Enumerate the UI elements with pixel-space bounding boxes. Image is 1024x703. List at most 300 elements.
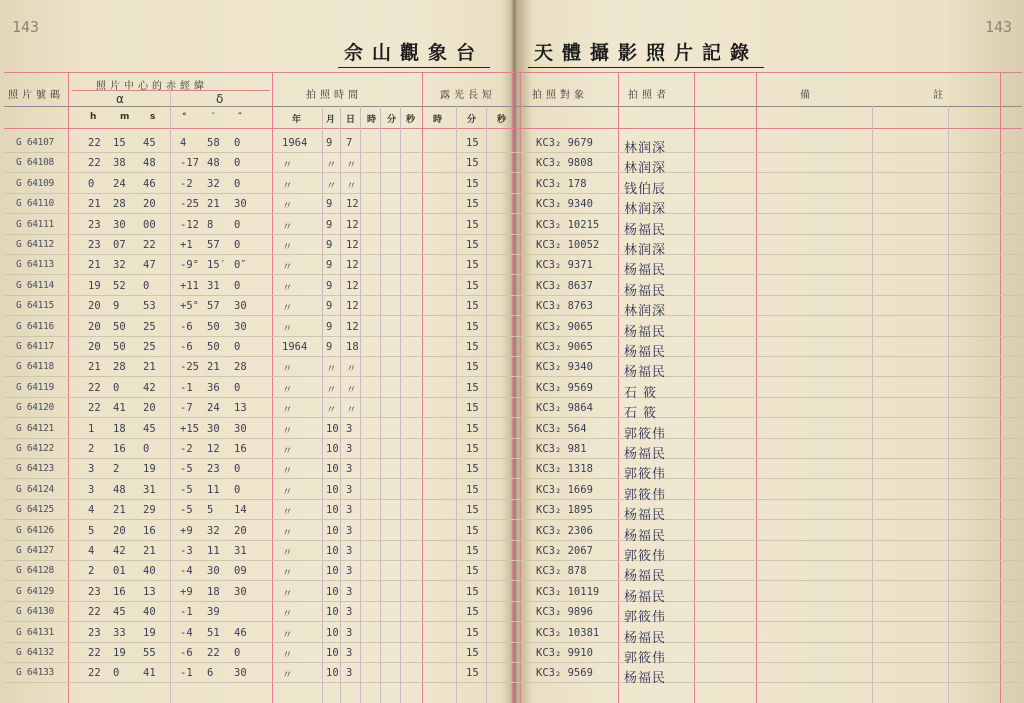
cell-target: KC3₂ 9808	[536, 157, 593, 170]
cell-ds: 46	[234, 626, 247, 639]
cell-dm: 21	[207, 198, 220, 211]
cell-exp: 15	[466, 381, 479, 394]
cell-h: 22	[88, 667, 101, 680]
cell-s: 29	[143, 504, 156, 517]
cell-day: 12	[346, 259, 359, 272]
cell-dm: 31	[207, 279, 220, 292]
cell-ds: 0	[234, 647, 241, 659]
cell-day: 18	[346, 341, 359, 353]
cell-exp: 15	[466, 361, 479, 374]
unit-year: 年	[292, 115, 302, 125]
cell-ds: 0″	[234, 259, 247, 272]
cell-dm: 36	[207, 381, 220, 394]
row-rule	[4, 662, 1022, 663]
cell-d: -6	[180, 341, 193, 353]
cell-dm: 6	[207, 667, 214, 680]
unit-m: m	[120, 112, 130, 122]
cell-id: G 64120	[16, 402, 54, 414]
cell-target: KC3₂ 8763	[536, 300, 593, 313]
unit-s: s	[150, 112, 156, 122]
cell-s: 25	[143, 341, 156, 353]
cell-exp: 15	[466, 585, 479, 598]
cell-ds: 14	[234, 504, 247, 517]
cell-target: KC3₂ 8637	[536, 279, 593, 292]
row-rule	[4, 336, 1022, 337]
cell-s: 45	[143, 137, 156, 149]
cell-s: 22	[143, 239, 156, 251]
unit-second: 秒	[406, 115, 416, 125]
cell-id: G 64122	[16, 443, 54, 454]
left-page-number: 143	[12, 18, 40, 36]
cell-yr: 〃	[282, 567, 293, 580]
cell-observer: 林润深	[624, 141, 667, 156]
cell-h: 20	[88, 320, 101, 333]
cell-day: 12	[346, 320, 359, 333]
row-rule	[4, 417, 1022, 418]
cell-s: 21	[143, 361, 156, 374]
cell-s: 21	[143, 545, 156, 557]
cell-day: 〃	[346, 383, 357, 396]
cell-exp: 15	[466, 341, 479, 353]
header-exposure: 露光長短	[440, 90, 496, 101]
cell-d: -25	[180, 198, 199, 211]
cell-observer: 郭筱伟	[624, 467, 667, 483]
cell-observer: 杨福民	[624, 222, 667, 238]
cell-h: 22	[88, 402, 101, 415]
row-rule	[4, 213, 1022, 214]
cell-observer: 钱伯辰	[624, 181, 667, 197]
cell-ds: 30	[234, 320, 247, 333]
cell-mo: 9	[326, 341, 333, 353]
row-rule	[4, 642, 1022, 643]
column-rule	[694, 72, 695, 703]
cell-h: 21	[88, 198, 101, 211]
cell-h: 20	[88, 341, 101, 353]
cell-s: 13	[143, 585, 156, 598]
cell-target: KC3₂ 9569	[536, 667, 593, 680]
cell-d: -1	[180, 606, 193, 619]
cell-observer: 杨福民	[624, 589, 667, 605]
unit-exp-minute: 分	[467, 115, 477, 125]
cell-exp: 15	[466, 504, 479, 517]
cell-id: G 64115	[16, 300, 54, 312]
cell-ds: 0	[234, 341, 241, 353]
unit-hour: 時	[367, 115, 377, 125]
cell-m: 0	[113, 381, 120, 394]
cell-dm: 8	[207, 218, 214, 231]
cell-m: 52	[113, 279, 126, 292]
cell-h: 0	[88, 177, 95, 190]
cell-day: 〃	[346, 179, 357, 192]
column-subrule	[486, 106, 487, 703]
cell-dm: 5	[207, 504, 214, 517]
cell-dm: 11	[207, 483, 220, 496]
cell-day: 3	[346, 667, 353, 680]
cell-mo: 〃	[326, 383, 337, 396]
cell-observer: 郭筱伟	[624, 549, 667, 564]
cell-exp: 15	[466, 443, 479, 455]
column-rule	[1000, 72, 1001, 703]
cell-id: G 64113	[16, 259, 54, 271]
cell-m: 15	[113, 137, 126, 149]
cell-target: KC3₂ 9371	[536, 259, 593, 272]
cell-ds: 31	[234, 545, 247, 557]
cell-mo: 10	[326, 606, 339, 619]
cell-day: 3	[346, 606, 353, 619]
row-rule	[4, 397, 1022, 398]
cell-id: G 64119	[16, 381, 54, 393]
cell-target: KC3₂ 10119	[536, 585, 600, 598]
cell-h: 23	[88, 585, 101, 598]
column-rule	[512, 72, 513, 703]
row-rule	[4, 580, 1022, 581]
header-plate-id: 照片號碼	[8, 90, 64, 101]
cell-m: 24	[113, 177, 126, 190]
cell-m: 9	[113, 300, 120, 313]
cell-dm: 11	[207, 545, 220, 557]
cell-target: KC3₂ 981	[536, 443, 587, 455]
cell-observer: 杨福民	[624, 324, 667, 340]
title-observatory: 佘山觀象台	[338, 38, 490, 68]
cell-id: G 64109	[16, 177, 54, 189]
cell-h: 5	[88, 524, 95, 537]
cell-exp: 15	[466, 259, 479, 272]
cell-id: G 64110	[16, 198, 54, 210]
cell-dm: 15′	[207, 259, 226, 272]
cell-yr: 〃	[282, 302, 293, 315]
cell-day: 12	[346, 198, 359, 211]
cell-yr: 〃	[282, 159, 293, 172]
cell-observer: 杨福民	[624, 345, 667, 360]
cell-dm: 18	[207, 585, 220, 598]
unit-deg: °	[182, 112, 187, 122]
cell-yr: 〃	[282, 669, 293, 682]
unit-day: 日	[346, 115, 356, 125]
cell-mo: 10	[326, 483, 339, 496]
cell-mo: 10	[326, 647, 339, 659]
cell-mo: 10	[326, 667, 339, 680]
cell-ds: 30	[234, 585, 247, 598]
cell-target: KC3₂ 2067	[536, 545, 593, 557]
cell-h: 22	[88, 137, 101, 149]
cell-target: KC3₂ 1669	[536, 483, 593, 496]
cell-d: -3	[180, 545, 193, 557]
cell-ds: 0	[234, 279, 241, 292]
column-rule	[520, 72, 521, 703]
cell-dm: 57	[207, 239, 220, 251]
cell-mo: 10	[326, 585, 339, 598]
unit-month: 月	[326, 115, 336, 125]
cell-observer: 杨福民	[624, 528, 667, 544]
column-rule	[618, 72, 619, 703]
cell-id: G 64127	[16, 545, 54, 556]
cell-d: +15	[180, 422, 199, 435]
cell-h: 2	[88, 443, 95, 455]
cell-m: 38	[113, 157, 126, 170]
cell-ds: 0	[234, 463, 241, 476]
cell-id: G 64133	[16, 667, 54, 679]
cell-s: 20	[143, 198, 156, 211]
cell-d: -17	[180, 157, 199, 170]
cell-yr: 〃	[282, 220, 293, 233]
cell-s: 42	[143, 381, 156, 394]
cell-id: G 64129	[16, 585, 54, 597]
cell-exp: 15	[466, 463, 479, 476]
cell-yr: 〃	[282, 179, 293, 192]
cell-exp: 15	[466, 320, 479, 333]
cell-s: 41	[143, 667, 156, 680]
cell-mo: 〃	[326, 159, 337, 172]
cell-ds: 20	[234, 524, 247, 537]
cell-ds: 0	[234, 381, 241, 394]
cell-observer: 杨福民	[624, 365, 667, 381]
cell-observer: 郭筱伟	[624, 651, 667, 666]
cell-id: G 64125	[16, 504, 54, 516]
cell-exp: 15	[466, 137, 479, 149]
cell-h: 23	[88, 239, 101, 251]
column-rule	[756, 72, 757, 703]
header-time: 拍照時間	[306, 90, 362, 101]
cell-m: 16	[113, 443, 126, 455]
cell-mo: 10	[326, 524, 339, 537]
right-page-number: 143	[985, 18, 1013, 36]
cell-dm: 24	[207, 402, 220, 415]
cell-day: 〃	[346, 159, 357, 172]
unit-h: h	[90, 112, 97, 122]
cell-exp: 15	[466, 545, 479, 557]
cell-yr: 〃	[282, 281, 293, 294]
cell-m: 42	[113, 545, 126, 557]
cell-ds: 30	[234, 198, 247, 211]
column-subrule	[360, 106, 361, 703]
cell-m: 30	[113, 218, 126, 231]
cell-mo: 9	[326, 300, 333, 313]
row-rule	[4, 540, 1022, 541]
cell-m: 01	[113, 565, 126, 578]
cell-target: KC3₂ 9910	[536, 647, 593, 659]
column-subrule	[322, 106, 323, 703]
cell-mo: 10	[326, 463, 339, 476]
cell-id: G 64108	[16, 157, 54, 169]
cell-mo: 9	[326, 198, 333, 211]
cell-day: 3	[346, 585, 353, 598]
cell-observer: 石 筱	[624, 406, 658, 422]
cell-exp: 15	[466, 279, 479, 292]
unit-arcsec: ″	[238, 112, 243, 122]
cell-id: G 64123	[16, 463, 54, 475]
cell-day: 3	[346, 483, 353, 496]
cell-day: 12	[346, 239, 359, 251]
cell-yr: 〃	[282, 383, 293, 396]
cell-s: 53	[143, 300, 156, 313]
cell-target: KC3₂ 10052	[536, 239, 600, 251]
cell-dm: 50	[207, 320, 220, 333]
cell-observer: 杨福民	[624, 447, 667, 462]
cell-target: KC3₂ 878	[536, 565, 587, 578]
row-rule	[4, 295, 1022, 296]
cell-dm: 50	[207, 341, 220, 353]
cell-exp: 15	[466, 300, 479, 313]
row-rule	[4, 315, 1022, 316]
cell-mo: 10	[326, 504, 339, 517]
cell-id: G 64121	[16, 422, 54, 434]
cell-day: 〃	[346, 363, 357, 376]
cell-id: G 64132	[16, 647, 54, 658]
top-rule	[4, 72, 1022, 73]
cell-m: 33	[113, 626, 126, 639]
cell-mo: 〃	[326, 363, 337, 376]
cell-ds: 30	[234, 667, 247, 680]
cell-id: G 64124	[16, 483, 54, 495]
cell-mo: 〃	[326, 179, 337, 192]
cell-day: 12	[346, 218, 359, 231]
cell-ds: 30	[234, 300, 247, 313]
cell-day: 3	[346, 504, 353, 517]
cell-day: 3	[346, 545, 353, 557]
cell-s: 19	[143, 626, 156, 639]
cell-dm: 12	[207, 443, 220, 455]
cell-d: -25	[180, 361, 199, 374]
cell-id: G 64130	[16, 606, 54, 618]
cell-m: 50	[113, 341, 126, 353]
cell-exp: 15	[466, 647, 479, 659]
row-rule	[4, 438, 1022, 439]
cell-d: -5	[180, 483, 193, 496]
cell-ds: 16	[234, 443, 247, 455]
header-observer: 拍照者	[628, 90, 670, 101]
cell-m: 41	[113, 402, 126, 415]
cell-id: G 64128	[16, 565, 54, 577]
cell-exp: 15	[466, 198, 479, 211]
cell-yr: 〃	[282, 322, 293, 335]
cell-target: KC3₂ 9679	[536, 137, 593, 149]
row-rule	[4, 234, 1022, 235]
cell-day: 3	[346, 647, 353, 659]
cell-observer: 杨福民	[624, 263, 667, 279]
header-remarks: 備 註	[800, 90, 1004, 101]
cell-mo: 10	[326, 565, 339, 578]
cell-d: +1	[180, 239, 193, 251]
cell-m: 16	[113, 585, 126, 598]
cell-m: 28	[113, 198, 126, 211]
cell-id: G 64117	[16, 341, 54, 352]
cell-m: 21	[113, 504, 126, 517]
cell-h: 3	[88, 463, 95, 476]
cell-ds: 0	[234, 483, 241, 496]
cell-h: 4	[88, 545, 95, 557]
cell-h: 23	[88, 626, 101, 639]
cell-s: 00	[143, 218, 156, 231]
cell-dm: 58	[207, 137, 220, 149]
cell-ds: 13	[234, 402, 247, 415]
cell-s: 20	[143, 402, 156, 415]
cell-d: -4	[180, 626, 193, 639]
cell-yr: 1964	[282, 341, 308, 353]
row-rule	[4, 254, 1022, 255]
cell-yr: 〃	[282, 465, 293, 478]
cell-dm: 30	[207, 565, 220, 578]
row-rule	[4, 682, 1022, 683]
units-rule	[4, 128, 1022, 129]
row-rule	[4, 601, 1022, 602]
cell-ds: 0	[234, 137, 241, 149]
unit-exp-hour: 時	[433, 115, 443, 125]
cell-day: 12	[346, 300, 359, 313]
unit-arcmin: ′	[212, 112, 215, 122]
cell-day: 7	[346, 137, 353, 149]
cell-m: 48	[113, 483, 126, 496]
header-target: 拍照對象	[532, 90, 588, 101]
cell-d: -6	[180, 320, 193, 333]
column-subrule	[380, 106, 381, 703]
cell-id: G 64131	[16, 626, 54, 638]
cell-id: G 64107	[16, 137, 54, 148]
cell-mo: 9	[326, 259, 333, 272]
cell-day: 3	[346, 422, 353, 435]
cell-h: 22	[88, 381, 101, 394]
cell-observer: 郭筱伟	[624, 487, 667, 503]
cell-ds: 0	[234, 239, 241, 251]
cell-h: 21	[88, 361, 101, 374]
cell-h: 22	[88, 157, 101, 170]
cell-exp: 15	[466, 402, 479, 415]
header-center-radec: 照片中心的赤經緯	[96, 81, 208, 92]
cell-d: -2	[180, 443, 193, 455]
cell-target: KC3₂ 1318	[536, 463, 593, 476]
cell-observer: 杨福民	[624, 671, 667, 687]
header-alpha: α	[116, 92, 124, 106]
cell-day: 3	[346, 565, 353, 578]
column-subrule	[400, 106, 401, 703]
cell-s: 40	[143, 606, 156, 619]
cell-yr: 〃	[282, 506, 293, 519]
row-rule	[4, 560, 1022, 561]
cell-yr: 〃	[282, 608, 293, 621]
cell-yr: 〃	[282, 363, 293, 376]
cell-s: 19	[143, 463, 156, 476]
cell-mo: 10	[326, 422, 339, 435]
title-record: 天體攝影照片記錄	[528, 38, 764, 68]
cell-dm: 30	[207, 422, 220, 435]
cell-target: KC3₂ 10215	[536, 218, 600, 231]
cell-observer: 杨福民	[624, 283, 667, 299]
cell-m: 45	[113, 606, 126, 619]
cell-h: 3	[88, 483, 95, 496]
cell-yr: 〃	[282, 526, 293, 539]
cell-yr: 〃	[282, 241, 293, 253]
cell-observer: 林润深	[624, 202, 667, 218]
cell-yr: 〃	[282, 424, 293, 437]
cell-ds: 0	[234, 177, 241, 190]
cell-target: KC3₂ 9065	[536, 320, 593, 333]
cell-dm: 48	[207, 157, 220, 170]
cell-yr: 〃	[282, 547, 293, 559]
cell-m: 20	[113, 524, 126, 537]
cell-s: 0	[143, 279, 150, 292]
cell-observer: 石 筱	[624, 385, 658, 401]
cell-h: 4	[88, 504, 95, 517]
cell-observer: 林润深	[624, 243, 667, 258]
cell-exp: 15	[466, 626, 479, 639]
cell-yr: 〃	[282, 200, 293, 213]
cell-id: G 64112	[16, 239, 54, 250]
cell-s: 31	[143, 483, 156, 496]
cell-d: +5°	[180, 300, 199, 313]
cell-dm: 57	[207, 300, 220, 313]
cell-d: -1	[180, 381, 193, 394]
column-subrule	[872, 106, 873, 703]
row-rule	[4, 499, 1022, 500]
